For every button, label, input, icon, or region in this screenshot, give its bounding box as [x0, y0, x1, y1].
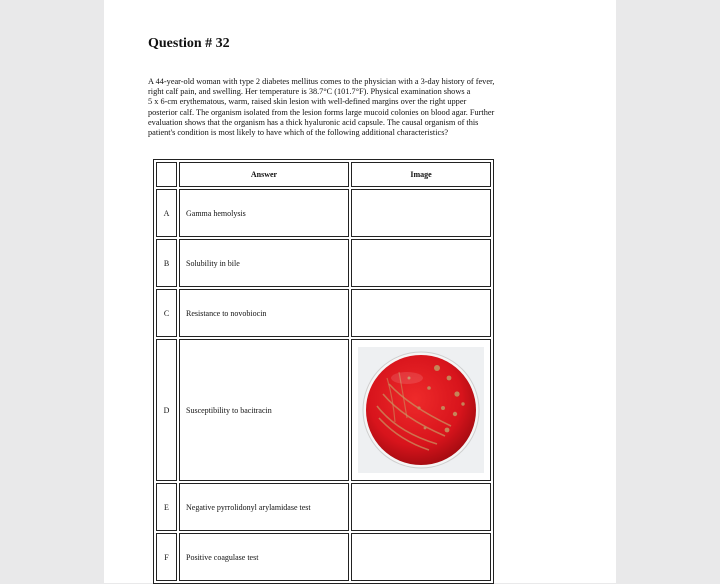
answer-text-cell [179, 289, 349, 337]
answer-image-cell [351, 483, 491, 531]
blood-agar-plate-image [358, 347, 484, 473]
answer-row-f[interactable] [156, 533, 491, 581]
answer-image-cell [351, 239, 491, 287]
answer-letter: E [156, 483, 177, 531]
answer-row-d[interactable] [156, 339, 491, 481]
question-line: right calf pain, and swelling. Her temperature is 38.7°C (101.7°F). Physical examination shows a [148, 87, 471, 97]
answer-text: Solubility in bile [186, 258, 240, 268]
answer-text-cell [179, 239, 349, 287]
answer-image-cell [351, 339, 491, 481]
question-line: A 44-year-old woman with type 2 diabetes mellitus comes to the physician with a 3-day history of fever, [148, 77, 495, 86]
answer-letter: C [156, 289, 177, 337]
answer-row-c[interactable] [156, 289, 491, 337]
question-stem [148, 77, 578, 138]
answer-text-cell [179, 189, 349, 237]
answer-text: Gamma hemolysis [186, 208, 246, 218]
answer-image-cell [351, 289, 491, 337]
answer-text-cell [179, 339, 349, 481]
answer-image-cell [351, 533, 491, 581]
answer-text-cell [179, 483, 349, 531]
answer-text-cell [179, 533, 349, 581]
answer-table [153, 159, 494, 584]
answer-letter: A [156, 189, 177, 237]
header-image: Image [351, 162, 491, 187]
answer-row-a[interactable] [156, 189, 491, 237]
header-letter [156, 162, 177, 187]
answer-text: Resistance to novobiocin [186, 308, 267, 318]
question-line: posterior calf. The organism isolated from the lesion forms large mucoid colonies on blood agar. Further [148, 107, 495, 117]
document-page [104, 0, 616, 583]
header-answer: Answer [179, 162, 349, 187]
answer-text: Negative pyrrolidonyl arylamidase test [186, 502, 311, 512]
answer-text: Positive coagulase test [186, 552, 259, 562]
answer-table-header [156, 162, 491, 187]
question-line: patient's condition is most likely to have which of the following additional characteristics? [148, 128, 449, 138]
question-title: Question # 32 [148, 36, 230, 51]
petri-dish-icon [359, 348, 483, 472]
answer-row-e[interactable] [156, 483, 491, 531]
answer-letter: F [156, 533, 177, 581]
answer-text: Susceptibility to bacitracin [186, 405, 272, 415]
question-line: evaluation shows that the organism has a thick hyaluronic acid capsule. The causal organism of this [148, 117, 479, 127]
answer-image-cell [351, 189, 491, 237]
answer-letter: D [156, 339, 177, 481]
answer-letter: B [156, 239, 177, 287]
question-line: 5 x 6-cm erythematous, warm, raised skin lesion with well-defined margins over the right upper [148, 97, 467, 107]
answer-row-b[interactable] [156, 239, 491, 287]
